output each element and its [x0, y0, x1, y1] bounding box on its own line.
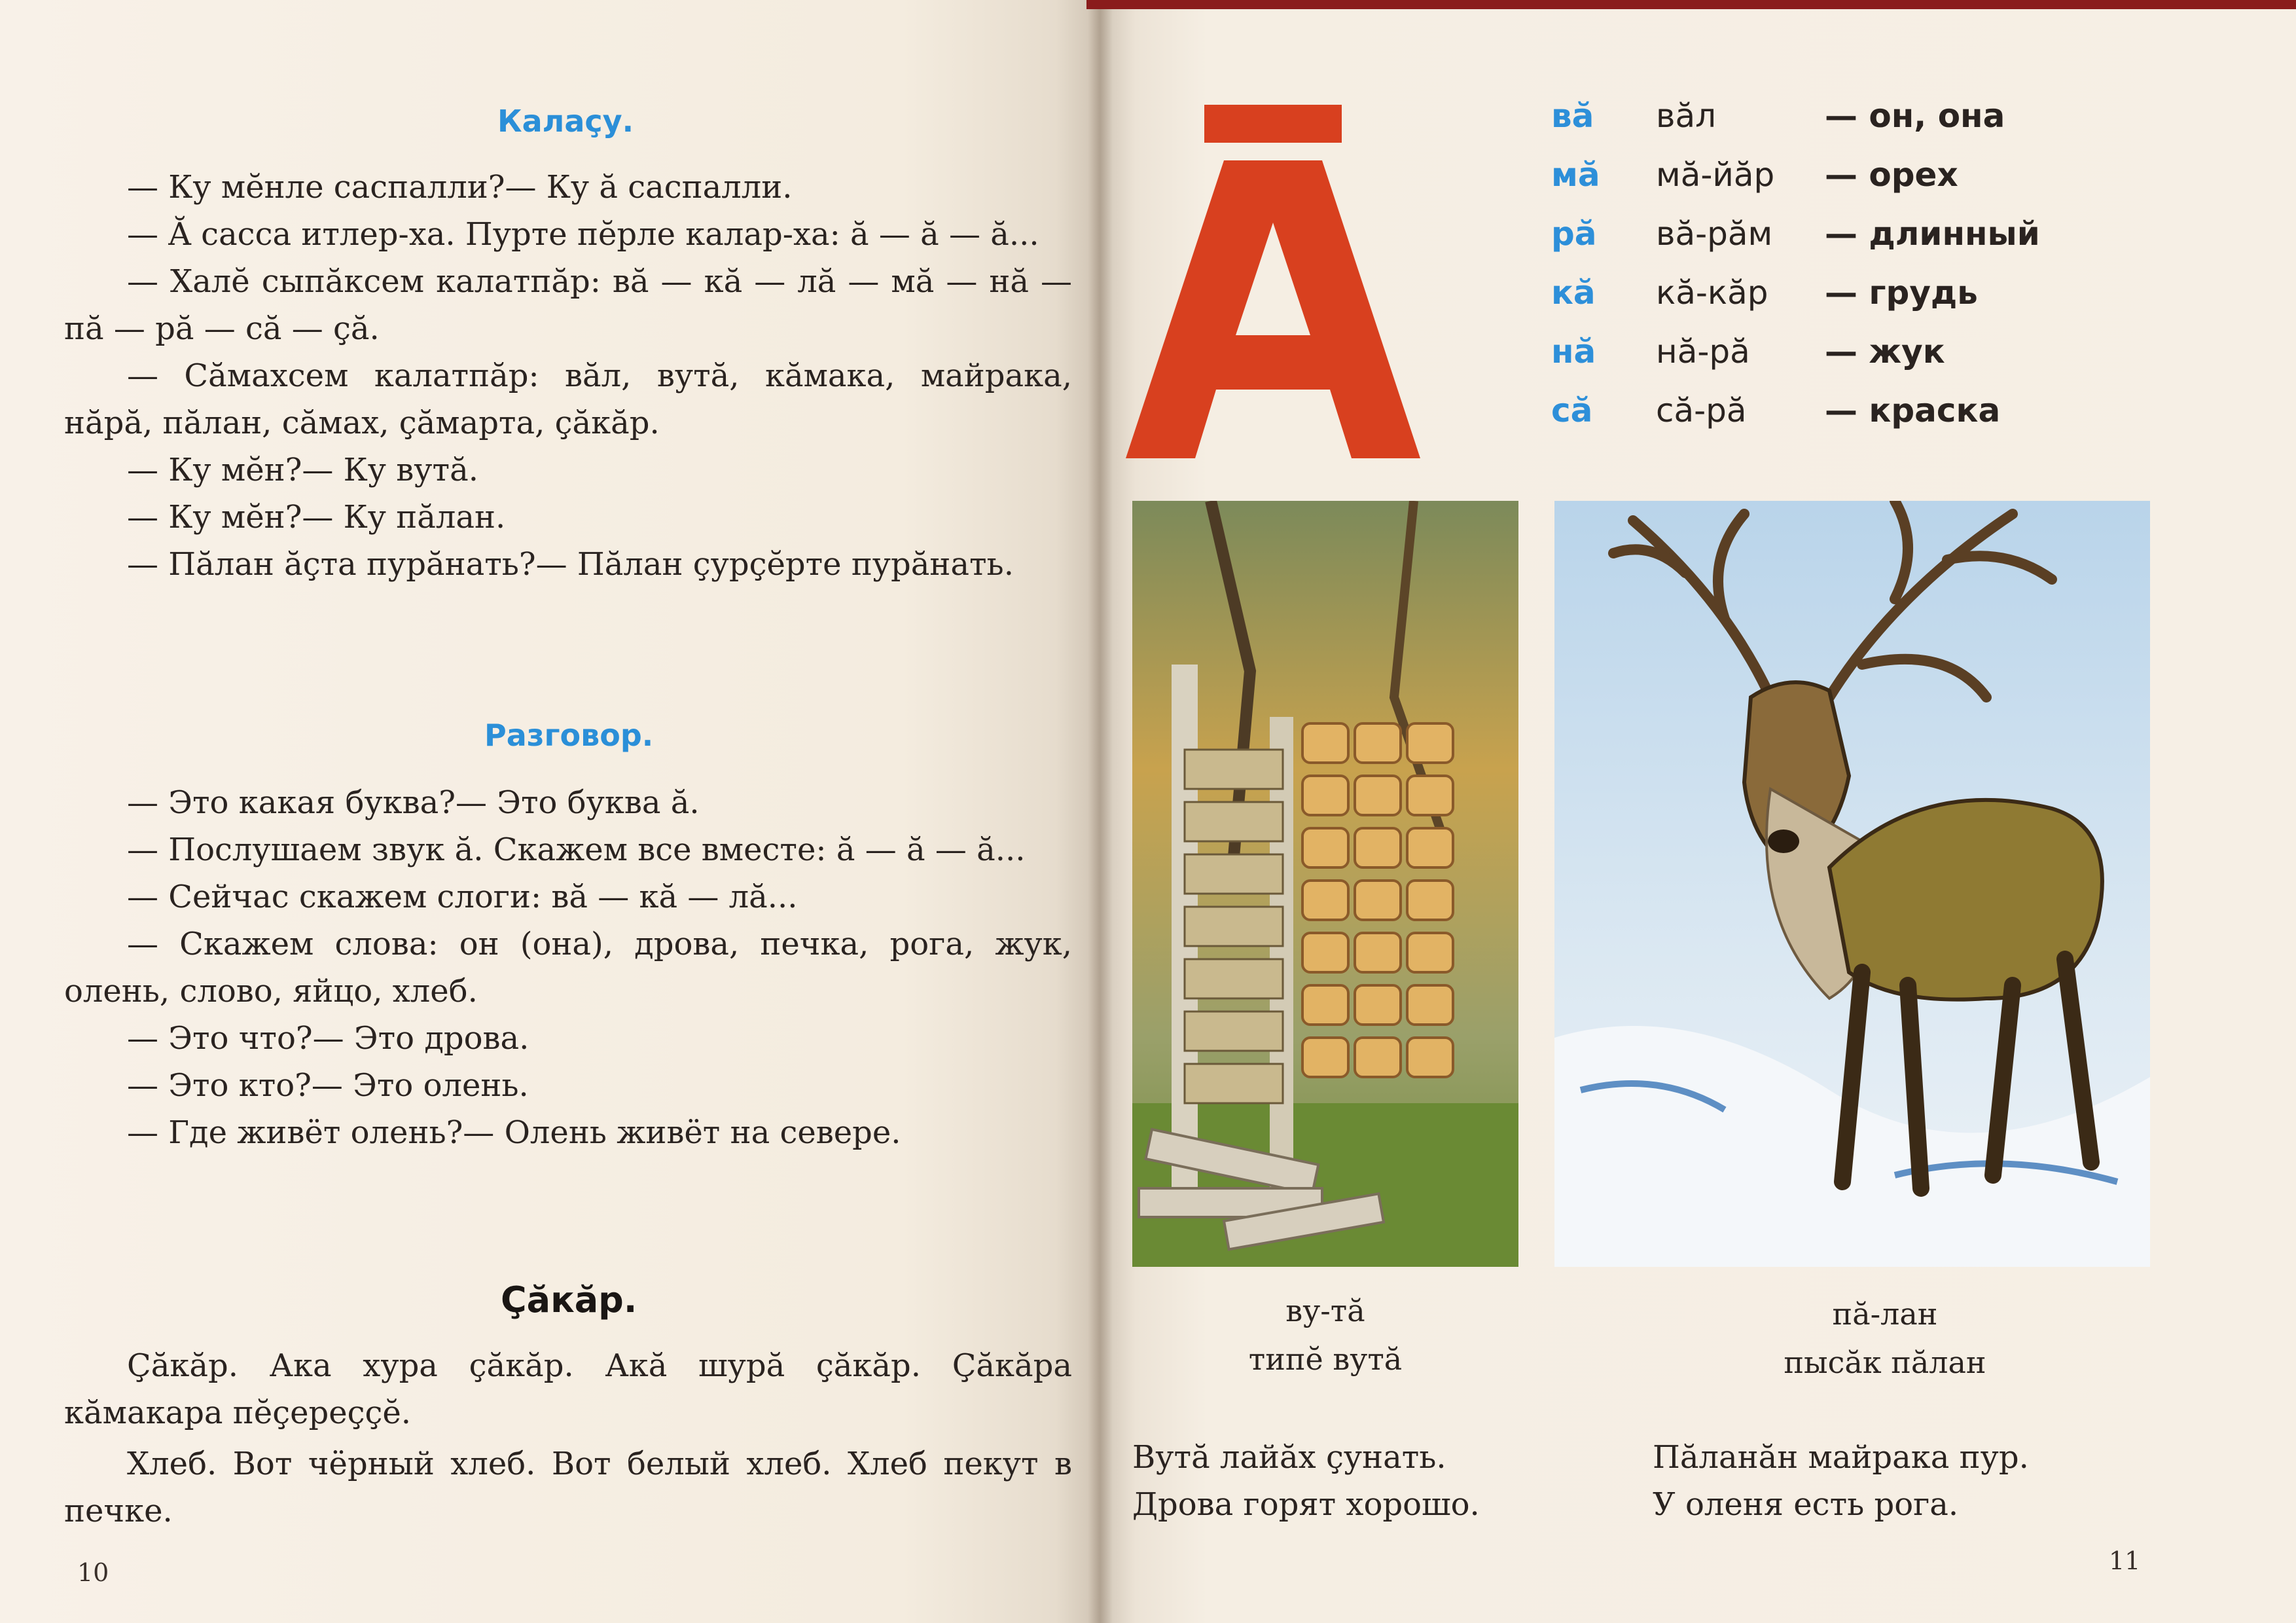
chuvash-dialogue [64, 164, 1072, 588]
syllable-word: вă-рăм [1656, 215, 1773, 253]
big-letter [1126, 92, 1427, 471]
syllable: мă [1551, 156, 1600, 194]
firewood-caption [1132, 1286, 1518, 1383]
syllable: нă [1551, 333, 1596, 371]
syllable: сă [1551, 392, 1593, 429]
page-number-left: 10 [77, 1558, 109, 1587]
dialogue-line: — Халĕ сыпăксем калатпăр: вă — кă — лă — мă — нă — пă — рă — сă — çă. [64, 263, 1072, 347]
firewood-illustration [1132, 501, 1518, 1267]
reindeer-syllables: пă-лан [1832, 1296, 1938, 1332]
syllable: вă [1551, 97, 1594, 135]
bread-text [64, 1342, 1072, 1535]
book-spine [1088, 0, 1113, 1623]
dialogue-line: — Ку мĕн?— Ку вутă. [127, 452, 478, 488]
heading-bread: Çăкăр. [501, 1279, 637, 1321]
reindeer-picture [1554, 501, 2150, 1267]
dialogue-line: — Где живёт олень?— Олень живёт на севере. [127, 1114, 901, 1151]
reindeer-illustration [1554, 501, 2150, 1267]
dialogue-line: — Пăлан ăçта пурăнать?— Пăлан çурçĕрте пурăнать. [127, 546, 1014, 583]
dialogue-line: — Ă сасса итлер-ха. Пурте пĕрле калар-ха: ă — ă — ă... [127, 216, 1039, 253]
dialogue-line: — Послушаем звук ă. Скажем все вместе: ă — ă — ă... [127, 831, 1026, 868]
russian-dialogue [64, 779, 1072, 1156]
firewood-sentences [1132, 1434, 1480, 1528]
syllable: кă [1551, 274, 1596, 312]
reindeer-sentence-chuvash: Пăланăн майрака пур. [1653, 1439, 2029, 1476]
reindeer-phrase: пысăк пăлан [1784, 1345, 1986, 1380]
firewood-phrase: типĕ вутă [1248, 1341, 1403, 1377]
page-number-right: 11 [2109, 1546, 2141, 1575]
dialogue-line: — Ку мĕн?— Ку пăлан. [127, 499, 506, 536]
bread-paragraph-russian: Хлеб. Вот чёрный хлеб. Вот белый хлеб. Хлеб пекут в печке. [64, 1446, 1072, 1529]
firewood-sentence-chuvash: Вутă лайăх çунать. [1132, 1439, 1446, 1476]
bread-paragraph-chuvash: Çăкăр. Ака хура çăкăр. Акă шурă çăкăр. Çăкăра кăмакара пĕçереççĕ. [64, 1347, 1072, 1431]
reindeer-sentences [1653, 1434, 2029, 1528]
firewood-sentence-russian: Дрова горят хорошо. [1132, 1486, 1480, 1523]
firewood-picture [1132, 501, 1518, 1267]
syllable-translation: — грудь [1825, 274, 1978, 312]
dialogue-line: — Это какая буква?— Это буква ă. [127, 784, 700, 821]
syllable-translation: — он, она [1825, 97, 2005, 135]
dialogue-line: — Сейчас скажем слоги: вă — кă — лă... [127, 879, 798, 915]
syllable-translation: — орех [1825, 156, 1958, 194]
reindeer-caption [1715, 1290, 2055, 1387]
dialogue-line: — Скажем слова: он (она), дрова, печка, рога, жук, олень, слово, яйцо, хлеб. [64, 926, 1072, 1010]
syllable-word: мă-йăр [1656, 156, 1775, 194]
letter-a-breve-icon [1126, 92, 1427, 471]
cover-edge [1086, 0, 2296, 9]
heading-chuvash-dialogue: Калаçу. [497, 103, 634, 139]
syllable-word: нă-рă [1656, 333, 1750, 371]
dialogue-line: — Сăмахсем калатпăр: вăл, вутă, кăмака, майрака, нăрă, пăлан, сăмах, çăмарта, çăкăр. [64, 357, 1072, 441]
syllable-translation: — краска [1825, 392, 2001, 429]
dialogue-line: — Это что?— Это дрова. [127, 1020, 529, 1057]
firewood-syllables: ву-тă [1285, 1293, 1365, 1328]
syllable-word: кă-кăр [1656, 274, 1768, 312]
syllable-translation: — жук [1825, 333, 1945, 371]
syllable: рă [1551, 215, 1597, 253]
heading-russian-dialogue: Разговор. [484, 718, 654, 753]
dialogue-line: — Это кто?— Это олень. [127, 1067, 529, 1104]
dialogue-line: — Ку мĕнле саспалли?— Ку ă саспалли. [127, 169, 793, 206]
syllable-word: сă-рă [1656, 392, 1747, 429]
syllable-translation: — длинный [1825, 215, 2040, 253]
reindeer-sentence-russian: У оленя есть рога. [1653, 1486, 1959, 1523]
syllable-word: вăл [1656, 97, 1717, 135]
